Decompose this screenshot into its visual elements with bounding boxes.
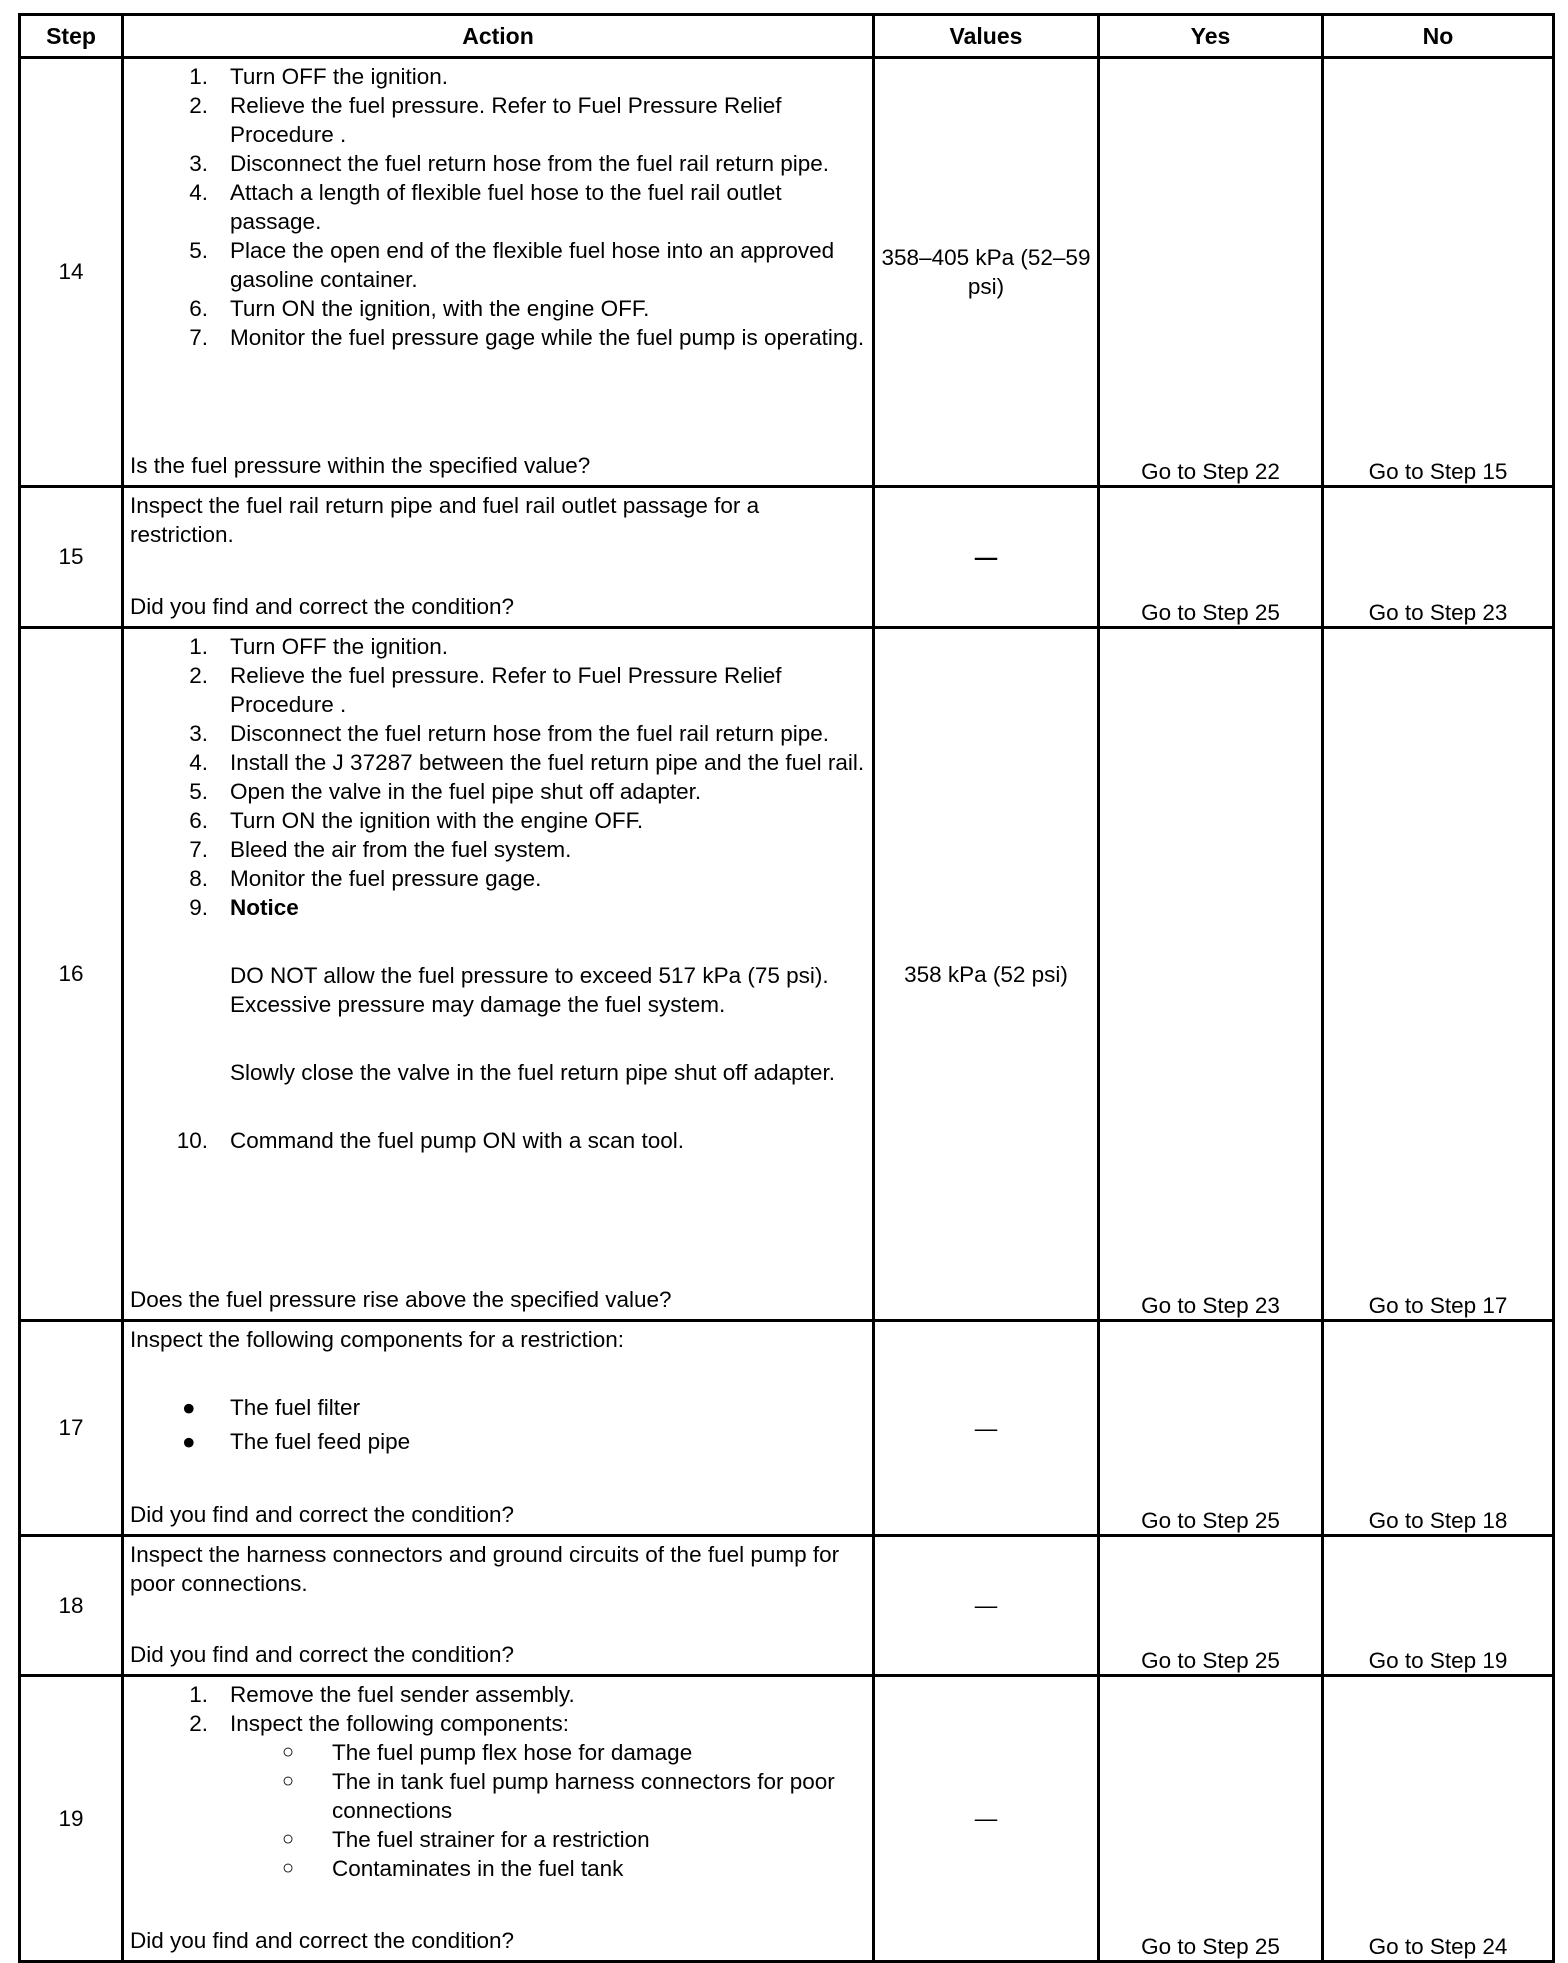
value-cell (874, 487, 1099, 628)
step-text: Monitor the fuel pressure gage while the fuel pump is operating. (230, 325, 865, 350)
value-cell (874, 1676, 1099, 1962)
table-row (20, 58, 1554, 487)
header-row (20, 15, 1554, 58)
step-text: Bleed the air from the fuel system. (230, 837, 572, 862)
yes-cell: Go to Step 25 (1099, 1676, 1323, 1962)
question-text: Did you find and correct the condition? (130, 594, 514, 619)
sub-item-text: Contaminates in the fuel tank (332, 1856, 624, 1881)
action-cell (123, 58, 874, 487)
diagnostic-table (18, 13, 1555, 1963)
step-text: Open the valve in the fuel pipe shut off adapter. (230, 779, 702, 804)
step-number: 18 (20, 1536, 123, 1676)
step-text: Turn ON the ignition, with the engine OFF. (230, 296, 650, 321)
step-text: Place the open end of the flexible fuel hose into an approved gasoline container. (230, 238, 835, 292)
table-row (20, 487, 1554, 628)
value-cell (874, 1321, 1099, 1536)
header-yes: Yes (1099, 15, 1323, 58)
no-cell: Go to Step 24 (1323, 1676, 1554, 1962)
sub-item-text: The fuel strainer for a restriction (332, 1827, 650, 1852)
circle-bullet-icon: ○ (282, 1741, 295, 1763)
yes-cell: Go to Step 22 (1099, 58, 1323, 487)
list-item: 1. Turn OFF the ignition. (189, 64, 449, 89)
list-item: 7. Bleed the air from the fuel system. (189, 837, 572, 862)
no-cell: Go to Step 18 (1323, 1321, 1554, 1536)
header-action: Action (123, 15, 874, 58)
step-text: Turn ON the ignition with the engine OFF. (230, 808, 644, 833)
value-cell (874, 628, 1099, 1321)
sub-item-text: The fuel pump flex hose for damage (332, 1740, 693, 1765)
step-text: Install the J 37287 between the fuel return pipe and the fuel rail. (230, 750, 865, 775)
action-cell (123, 1536, 874, 1676)
question-text: Did you find and correct the condition? (130, 1928, 514, 1953)
list-item: 3. Disconnect the fuel return hose from the fuel rail return pipe. (189, 151, 830, 176)
list-item: 3. Disconnect the fuel return hose from the fuel rail return pipe. (189, 721, 830, 746)
header-step: Step (20, 15, 123, 58)
step-text: Inspect the following components: (230, 1711, 569, 1736)
step-text: Attach a length of flexible fuel hose to the fuel rail outlet passage. (230, 180, 782, 234)
bullet-icon: ● (182, 1395, 196, 1420)
notice-action: Slowly close the valve in the fuel return pipe shut off adapter. (230, 1060, 835, 1085)
question-text: Does the fuel pressure rise above the specified value? (130, 1287, 672, 1312)
step-number: 15 (20, 487, 123, 628)
list-item: 4. Attach a length of flexible fuel hose to the fuel rail outlet passage. (189, 180, 782, 234)
step-number: 16 (20, 628, 123, 1321)
action-cell (123, 628, 874, 1321)
yes-cell: Go to Step 25 (1099, 1321, 1323, 1536)
list-item: 2. Relieve the fuel pressure. Refer to Fuel Pressure Relief Procedure . (189, 663, 782, 717)
list-item: 10. Command the fuel pump ON with a scan tool. (176, 1128, 684, 1153)
notice-text: DO NOT allow the fuel pressure to exceed 517 kPa (75 psi). Excessive pressure may damage the fuel system. (230, 963, 829, 1017)
list-item (128, 1391, 868, 1425)
header-no: No (1323, 15, 1554, 58)
action-cell (123, 487, 874, 628)
table-row (20, 628, 1554, 1321)
yes-cell: Go to Step 25 (1099, 1536, 1323, 1676)
question-text: Is the fuel pressure within the specified value? (130, 453, 591, 478)
notice-title: Notice (230, 895, 299, 920)
circle-bullet-icon: ○ (282, 1857, 295, 1879)
no-cell: Go to Step 23 (1323, 487, 1554, 628)
list-item: 1. Remove the fuel sender assembly. (189, 1682, 575, 1707)
bullet-text: The fuel feed pipe (230, 1429, 411, 1454)
list-item: 5. Place the open end of the flexible fuel hose into an approved gasoline container. (189, 238, 835, 292)
sub-item-text: The in tank fuel pump harness connectors for poor connections (332, 1769, 835, 1823)
step-number: 17 (20, 1321, 123, 1536)
spec-value: 358 kPa (52 psi) (904, 961, 1068, 987)
list-item: 6. Turn ON the ignition with the engine OFF. (189, 808, 644, 833)
list-item: 2. Inspect the following components: ○ The fuel pump flex hose for damage ○ The in tank fuel pump harness connectors for poor connections ○ The fuel strainer for a restriction ○ Contaminates in the fuel tank (128, 1709, 868, 1883)
bullet-text: The fuel filter (230, 1395, 361, 1420)
spec-value: — (974, 1593, 998, 1618)
step-text: Relieve the fuel pressure. Refer to Fuel Pressure Relief Procedure . (230, 93, 782, 147)
value-cell (874, 58, 1099, 487)
step-text: Disconnect the fuel return hose from the fuel rail return pipe. (230, 721, 830, 746)
list-item: 1. Turn OFF the ignition. (189, 634, 449, 659)
action-cell (123, 1321, 874, 1536)
action-text: Inspect the fuel rail return pipe and fuel rail outlet passage for a restriction. (130, 493, 760, 547)
no-cell: Go to Step 15 (1323, 58, 1554, 487)
step-text: Disconnect the fuel return hose from the fuel rail return pipe. (230, 151, 830, 176)
table-row (20, 1676, 1554, 1962)
sub-item (230, 1767, 868, 1825)
no-cell: Go to Step 17 (1323, 628, 1554, 1321)
step-text: Command the fuel pump ON with a scan tool. (230, 1128, 684, 1153)
list-item: 4. Install the J 37287 between the fuel return pipe and the fuel rail. (189, 750, 865, 775)
list-item: 2. Relieve the fuel pressure. Refer to Fuel Pressure Relief Procedure . (189, 93, 782, 147)
spec-value: 358–405 kPa (52–59 psi) (881, 245, 1091, 299)
step-text: Relieve the fuel pressure. Refer to Fuel Pressure Relief Procedure . (230, 663, 782, 717)
action-cell (123, 1676, 874, 1962)
step-text: Monitor the fuel pressure gage. (230, 866, 542, 891)
sub-item (230, 1825, 868, 1854)
header-values: Values (874, 15, 1099, 58)
spec-value: — (974, 1415, 998, 1441)
spec-value: — (974, 1806, 998, 1831)
table-row (20, 1536, 1554, 1676)
list-item (128, 1425, 868, 1459)
bullet-icon: ● (182, 1429, 196, 1454)
spec-value: — (974, 544, 998, 570)
sub-item (230, 1854, 868, 1883)
list-item: 6. Turn ON the ignition, with the engine OFF. (189, 296, 650, 321)
list-item: 5. Open the valve in the fuel pipe shut off adapter. (189, 779, 702, 804)
action-text: Inspect the following components for a restriction: (130, 1327, 625, 1352)
circle-bullet-icon: ○ (282, 1770, 295, 1792)
step-text: Remove the fuel sender assembly. (230, 1682, 575, 1707)
table-row (20, 1321, 1554, 1536)
list-item: 8. Monitor the fuel pressure gage. (189, 866, 542, 891)
list-item: 7. Monitor the fuel pressure gage while the fuel pump is operating. (189, 325, 865, 350)
circle-bullet-icon: ○ (282, 1828, 295, 1850)
value-cell (874, 1536, 1099, 1676)
step-text: Turn OFF the ignition. (230, 634, 449, 659)
question-text: Did you find and correct the condition? (130, 1502, 514, 1527)
step-text: Turn OFF the ignition. (230, 64, 449, 89)
sub-item (230, 1738, 868, 1767)
step-number: 19 (20, 1676, 123, 1962)
yes-cell: Go to Step 25 (1099, 487, 1323, 628)
question-text: Did you find and correct the condition? (130, 1642, 514, 1667)
list-item: 9. Notice DO NOT allow the fuel pressure to exceed 517 kPa (75 psi). Excessive pressure may damage the fuel system. Slowly close the valve in the fuel return pipe shut off adapter. (128, 893, 868, 1087)
yes-cell: Go to Step 23 (1099, 628, 1323, 1321)
step-number: 14 (20, 58, 123, 487)
no-cell: Go to Step 19 (1323, 1536, 1554, 1676)
action-text: Inspect the harness connectors and ground circuits of the fuel pump for poor connections. (130, 1542, 840, 1596)
